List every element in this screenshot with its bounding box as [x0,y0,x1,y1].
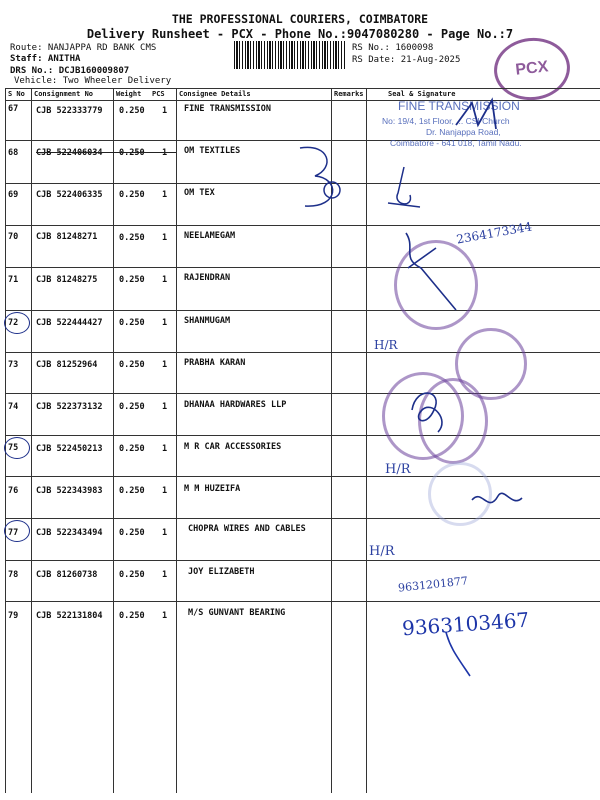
row-sno: 79 [8,611,19,621]
row-consignment: CJB 522333779 [36,106,103,116]
row-consignee: FINE TRANSMISSION [184,104,271,114]
row-consignment: CJB 522450213 [36,444,103,454]
row-consignee: DHANAA HARDWARES LLP [184,400,287,410]
hr-mark: H/R [369,544,395,559]
runsheet-subtitle: Delivery Runsheet - PCX - Phone No.:9047080280 - Page No.:7 [86,27,514,41]
col-weight: Weight [116,90,142,98]
row-weight: 0.250 [119,528,145,538]
row-divider [5,601,600,602]
ink-circle [4,312,30,334]
row-divider [5,560,600,561]
row-pcs: 1 [162,233,168,243]
row-consignee: M R CAR ACCESSORIES [184,442,282,452]
signature-scribble [452,95,512,135]
ink-circle [4,520,30,542]
row-sno: 73 [8,360,19,370]
row-sno: 71 [8,275,19,285]
row-weight: 0.250 [119,148,145,158]
row-weight: 0.250 [119,318,145,328]
table-border [5,88,600,89]
row-pcs: 1 [162,402,168,412]
row-consignment: CJB 81248275 [36,275,98,285]
seal-address-1: No: 19/4, 1st Floor, ... CSI Church [382,116,510,126]
col-consignee: Consignee Details [179,90,251,98]
row-pcs: 1 [162,148,168,158]
row-consignment: CJB 522406034 [36,148,103,158]
row-consignee: OM TEX [184,188,215,198]
row-consignment: CJB 522444427 [36,318,103,328]
row-consignee: NEELAMEGAM [184,231,236,241]
row-weight: 0.250 [119,444,145,454]
row-sno: 78 [8,570,19,580]
row-divider [5,476,600,477]
row-sno: 69 [8,190,19,200]
route-text: Route: NANJAPPA RD BANK CMS [10,43,157,53]
handwritten-number: 9363103467 [401,607,530,641]
row-pcs: 1 [162,318,168,328]
row-weight: 0.250 [119,233,145,243]
col-border [113,88,114,793]
signature-scribble [396,228,466,318]
row-consignee: CHOPRA WIRES AND CABLES [188,524,306,534]
seal-company: FINE TRANSMISSION [398,99,520,113]
handwritten-number: 2364173344 [455,219,533,247]
signature-scribble [290,138,370,218]
row-sno: 77 [8,528,19,538]
row-consignee: RAJENDRAN [184,273,231,283]
row-consignee: PRABHA KARAN [184,358,246,368]
company-title: THE PROFESSIONAL COURIERS, COIMBATORE [171,12,429,26]
signature-scribble [404,380,454,440]
row-pcs: 1 [162,360,168,370]
col-consignment: Consignment No [34,90,94,98]
hr-mark: H/R [385,462,411,477]
row-weight: 0.250 [119,190,145,200]
col-pcs: PCS [152,90,165,98]
rs-no-text: RS No.: 1600098 [352,43,434,53]
seal-address-3: Coimbatore - 641 018, Tamil Nadu. [390,138,522,148]
row-sno: 70 [8,232,19,242]
row-weight: 0.250 [119,611,145,621]
row-pcs: 1 [162,528,168,538]
row-divider [5,435,600,436]
row-weight: 0.250 [119,275,145,285]
barcode [234,41,346,69]
row-consignment: CJB 522406335 [36,190,103,200]
col-seal: Seal & Signature [388,90,456,98]
ink-circle [4,437,30,459]
drs-text: DRS No.: DCJB160009807 [10,66,130,76]
row-sno: 67 [8,104,19,114]
row-pcs: 1 [162,570,168,580]
row-consignment: CJB 522373132 [36,402,103,412]
row-sno: 68 [8,148,19,158]
row-consignee: OM TEXTILES [184,146,241,156]
row-sno: 74 [8,402,19,412]
row-weight: 0.250 [119,106,145,116]
strike-line [36,152,176,153]
row-consignment: CJB 81248271 [36,232,98,242]
pcx-stamp: PCX [491,34,573,104]
col-border [31,88,32,793]
row-consignment: CJB 522343983 [36,486,103,496]
col-sno: S No [8,90,25,98]
seal-address-2: Dr. Nanjappa Road, [426,127,501,137]
row-weight: 0.250 [119,570,145,580]
row-pcs: 1 [162,611,168,621]
row-divider [5,267,600,268]
row-pcs: 1 [162,106,168,116]
row-weight: 0.250 [119,360,145,370]
row-pcs: 1 [162,486,168,496]
row-consignee: JOY ELIZABETH [188,567,255,577]
staff-text: Staff: ANITHA [10,54,81,64]
row-sno: 72 [8,318,19,328]
row-weight: 0.250 [119,402,145,412]
row-consignment: CJB 81252964 [36,360,98,370]
row-pcs: 1 [162,190,168,200]
row-weight: 0.250 [119,486,145,496]
vehicle-text: Vehicle: Two Wheeler Delivery [14,76,172,86]
signature-scribble [384,165,424,215]
col-remarks: Remarks [334,90,364,98]
row-divider [5,310,600,311]
signature-scribble [468,480,528,520]
row-consignee: SHANMUGAM [184,316,231,326]
hr-mark: H/R [374,338,398,352]
row-pcs: 1 [162,444,168,454]
row-consignment: CJB 522343494 [36,528,103,538]
rs-date-text: RS Date: 21-Aug-2025 [352,55,461,65]
row-sno: 75 [8,443,19,453]
handwritten-number: 9631201877 [397,574,469,595]
row-consignment: CJB 522131804 [36,611,103,621]
signature-scribble [440,628,480,678]
row-sno: 76 [8,486,19,496]
row-consignment: CJB 81260738 [36,570,98,580]
row-consignee: M/S GUNVANT BEARING [188,608,286,618]
row-pcs: 1 [162,275,168,285]
col-border [176,88,177,793]
row-consignee: M M HUZEIFA [184,484,241,494]
